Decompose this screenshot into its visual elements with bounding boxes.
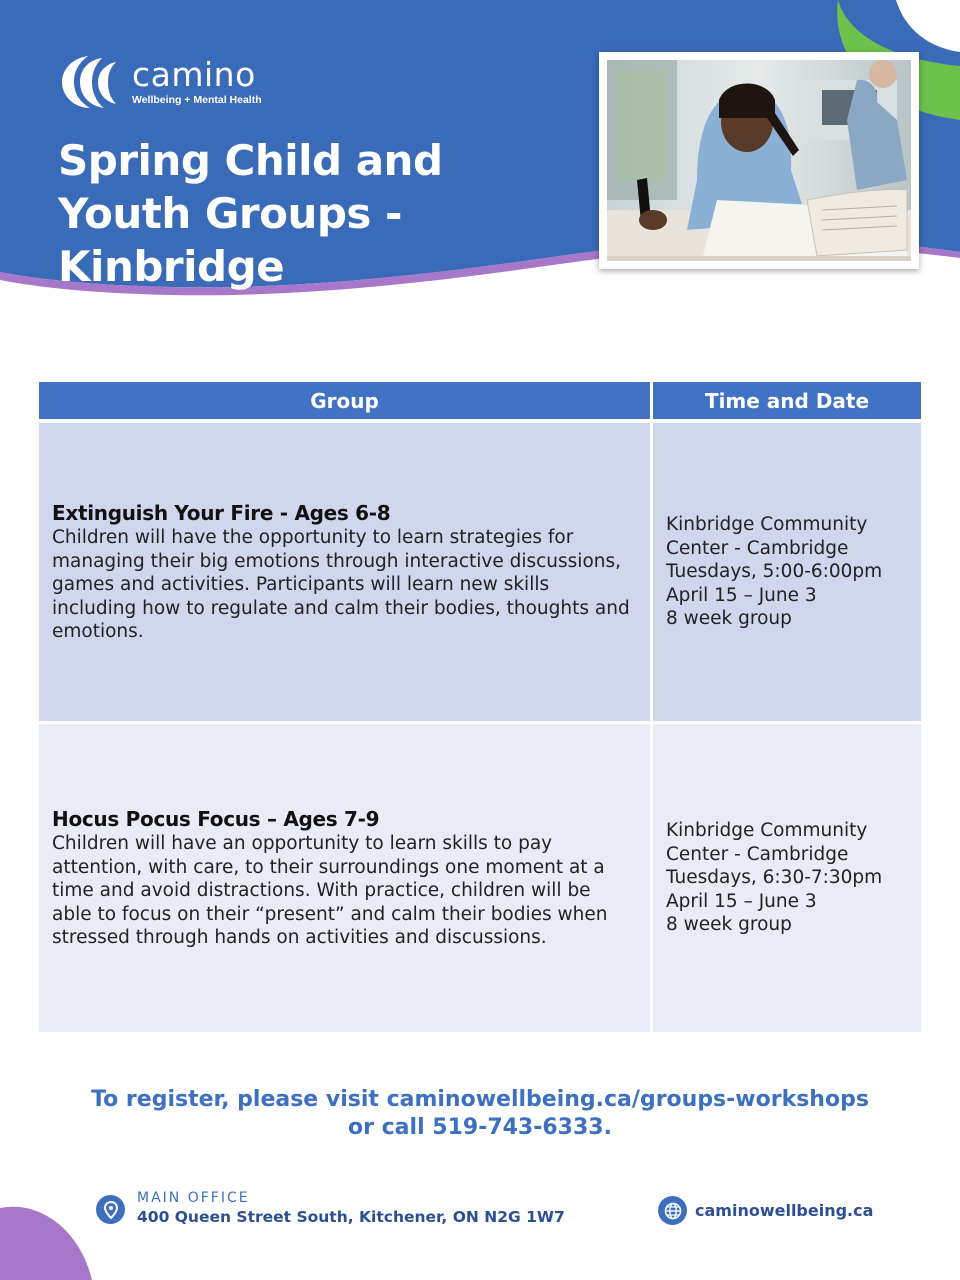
camino-logo — [58, 52, 262, 112]
column-header-time: Time and Date — [653, 382, 921, 419]
group-time: Tuesdays, 5:00-6:00pm — [666, 561, 883, 583]
group-title: Extinguish Your Fire - Ages 6-8 — [52, 501, 391, 526]
group-location: Kinbridge Community Center - Cambridge — [666, 820, 868, 865]
table-row — [39, 724, 921, 1032]
logo-tagline: Wellbeing + Mental Health — [132, 94, 262, 106]
group-time: Tuesdays, 6:30-7:30pm — [666, 867, 883, 889]
office-address: 400 Queen Street South, Kitchener, ON N2G 1W7 — [137, 1208, 565, 1226]
group-duration: 8 week group — [666, 608, 792, 630]
group-description: Children will have the opportunity to learn strategies for managing their big emotions through interactive discussions, games and activities. Participants will learn new skills including how to regulate and calm their bodies, thoughts and emotions. — [52, 527, 630, 643]
group-description: Children will have an opportunity to learn skills to pay attention, with care, to their surroundings one moment at a time and avoid distractions. With practice, children will be able to focus on their “present” and calm their bodies when stressed through hands on activities and discussions. — [52, 833, 608, 949]
child-writing-photo-icon — [607, 60, 911, 261]
corner-decoration — [0, 1200, 100, 1280]
globe-icon — [658, 1196, 687, 1225]
time-cell — [653, 423, 921, 721]
group-location: Kinbridge Community Center - Cambridge — [666, 514, 868, 559]
location-pin-icon — [96, 1195, 125, 1224]
camino-logo-icon — [58, 52, 122, 112]
group-dates: April 15 – June 3 — [666, 890, 817, 912]
column-header-group: Group — [39, 382, 653, 419]
register-line-1[interactable]: To register, please visit caminowellbeing.ca/groups-workshops — [91, 1087, 869, 1112]
register-info — [0, 1086, 960, 1142]
website-link[interactable]: caminowellbeing.ca — [695, 1201, 874, 1220]
header-photo — [599, 52, 919, 269]
group-dates: April 15 – June 3 — [666, 584, 817, 606]
main-office — [96, 1190, 565, 1226]
group-duration: 8 week group — [666, 914, 792, 936]
page-title: Spring Child and Youth Groups - Kinbridge — [58, 136, 443, 291]
group-cell — [39, 423, 653, 721]
register-line-2[interactable]: or call 519-743-6333. — [348, 1115, 612, 1140]
group-title: Hocus Pocus Focus – Ages 7-9 — [52, 807, 380, 832]
website — [658, 1196, 873, 1225]
logo-name: camino — [132, 55, 256, 94]
time-cell — [653, 724, 921, 1032]
group-cell — [39, 724, 653, 1032]
groups-table — [39, 382, 921, 1032]
office-label: MAIN OFFICE — [137, 1190, 250, 1206]
table-row — [39, 423, 921, 721]
